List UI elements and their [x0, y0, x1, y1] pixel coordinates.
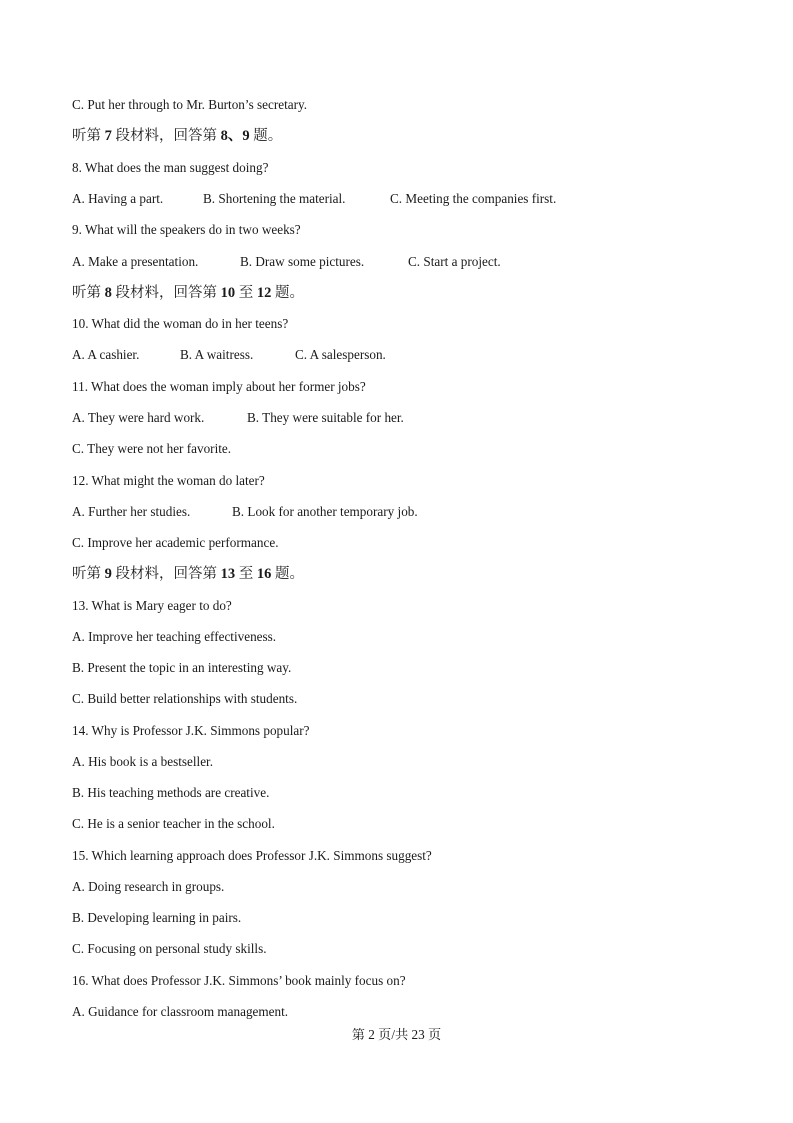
- option-c: C. He is a senior teacher in the school.: [72, 816, 275, 831]
- section-heading-9: [72, 566, 304, 582]
- heading-text: 听第: [72, 566, 105, 582]
- heading-text: 至: [235, 566, 257, 582]
- question-9: 9. What will the speakers do in two weeks?: [72, 222, 301, 237]
- option-a: A. Having a part.: [72, 191, 164, 206]
- heading-number: 12: [256, 285, 272, 301]
- heading-text: 题。: [249, 128, 283, 144]
- option-c: C. Build better relationships with students.: [72, 691, 298, 706]
- heading-text: 段材料，回答第: [111, 285, 221, 301]
- question-10: 10. What did the woman do in her teens?: [72, 316, 289, 331]
- option-a: A. They were hard work.: [72, 410, 205, 425]
- option-a: A. Further her studies.: [72, 504, 191, 519]
- section-heading-7: [72, 128, 282, 144]
- heading-number: 13: [220, 566, 236, 582]
- heading-number: 9: [104, 566, 112, 582]
- heading-text: 听第: [72, 128, 105, 144]
- option-b: B. Shortening the material.: [203, 191, 346, 206]
- question-16: 16. What does Professor J.K. Simmons’ book mainly focus on?: [72, 973, 406, 988]
- option-b: B. Draw some pictures.: [240, 254, 365, 269]
- section-heading-8: [72, 285, 304, 301]
- heading-text: 段材料，回答第: [111, 566, 221, 582]
- question-11: 11. What does the woman imply about her former jobs?: [72, 379, 366, 394]
- option-c: C. Focusing on personal study skills.: [72, 941, 267, 956]
- question-12: 12. What might the woman do later?: [72, 473, 265, 488]
- page-number-footer: 第 2 页/共 23 页: [351, 1027, 442, 1042]
- option-b: B. Look for another temporary job.: [232, 504, 418, 519]
- question-13: 13. What is Mary eager to do?: [72, 598, 232, 613]
- option-b: B. Present the topic in an interesting way.: [72, 660, 292, 675]
- option-a: A. Guidance for classroom management.: [72, 1004, 289, 1019]
- heading-number: 8、9: [220, 128, 250, 144]
- question-14: 14. Why is Professor J.K. Simmons popular?: [72, 723, 310, 738]
- heading-text: 听第: [72, 285, 105, 301]
- option-c: C. Meeting the companies first.: [390, 191, 557, 206]
- option-b: B. A waitress.: [180, 347, 254, 362]
- option-c: C. Improve her academic performance.: [72, 535, 279, 550]
- option-a: A. His book is a bestseller.: [72, 754, 214, 769]
- option-a: A. A cashier.: [72, 347, 140, 362]
- heading-number: 16: [256, 566, 272, 582]
- option-c: C. Start a project.: [408, 254, 501, 269]
- option-c: C. A salesperson.: [295, 347, 386, 362]
- heading-text: 至: [235, 285, 257, 301]
- heading-text: 题。: [271, 285, 304, 301]
- heading-text: 题。: [271, 566, 304, 582]
- heading-number: 10: [220, 285, 236, 301]
- option-b: B. His teaching methods are creative.: [72, 785, 270, 800]
- heading-number: 7: [104, 128, 112, 144]
- heading-text: 段材料，回答第: [111, 128, 221, 144]
- option-text: C. Put her through to Mr. Burton’s secretary.: [72, 97, 308, 112]
- option-a: A. Doing research in groups.: [72, 879, 225, 894]
- option-a: A. Make a presentation.: [72, 254, 199, 269]
- question-8: 8. What does the man suggest doing?: [72, 160, 269, 175]
- question-15: 15. Which learning approach does Professor J.K. Simmons suggest?: [72, 848, 432, 863]
- option-b: B. They were suitable for her.: [247, 410, 404, 425]
- heading-number: 8: [104, 285, 112, 301]
- option-a: A. Improve her teaching effectiveness.: [72, 629, 277, 644]
- option-b: B. Developing learning in pairs.: [72, 910, 242, 925]
- option-c: C. They were not her favorite.: [72, 441, 232, 456]
